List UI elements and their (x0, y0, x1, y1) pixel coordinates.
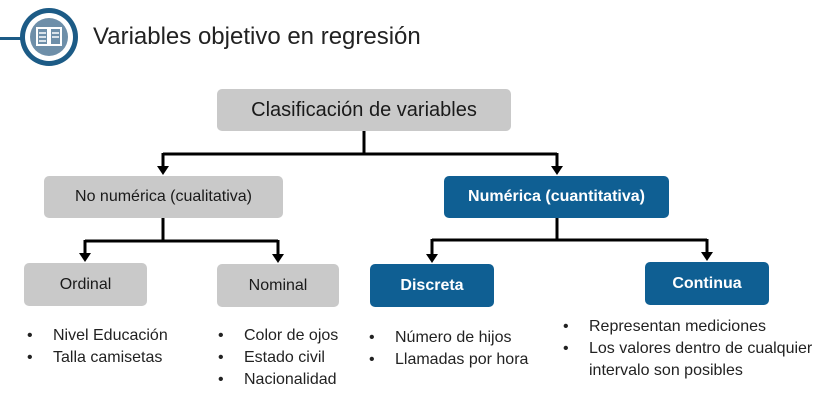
list-item: • Nacionalidad (216, 369, 338, 391)
list-item: • Nivel Educación (25, 325, 168, 347)
page-title: Variables objetivo en regresión (93, 23, 421, 50)
list-item: • Estado civil (216, 347, 338, 369)
list-item: • Los valores dentro de cualquier intervalo son posibles (561, 338, 834, 382)
ordinal-node: Ordinal (24, 263, 147, 306)
continua-examples (561, 316, 834, 382)
list-item: • Color de ojos (216, 325, 338, 347)
discreta-examples (367, 327, 528, 371)
list-item: • Llamadas por hora (367, 349, 528, 371)
root-node: Clasificación de variables (217, 89, 511, 131)
nominal-examples (216, 325, 338, 391)
numeric-node: Numérica (cuantitativa) (444, 176, 669, 218)
list-item: • Talla camisetas (25, 347, 168, 369)
nominal-node: Nominal (217, 264, 339, 307)
ordinal-examples (25, 325, 168, 369)
non-numeric-node: No numérica (cualitativa) (44, 176, 283, 218)
list-item: • Representan mediciones (561, 316, 834, 338)
continua-node: Continua (645, 262, 769, 305)
discreta-node: Discreta (370, 264, 494, 307)
list-item: • Número de hijos (367, 327, 528, 349)
